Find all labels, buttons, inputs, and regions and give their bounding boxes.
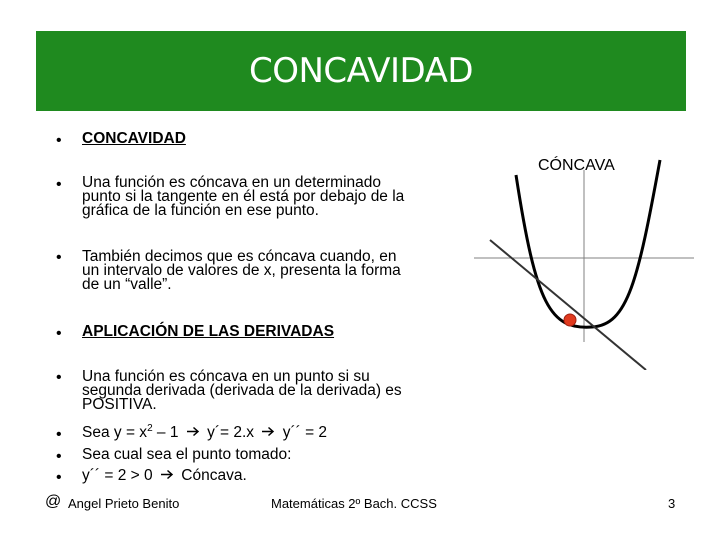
bullet-marker: •: [56, 176, 62, 193]
equation-part: – 1: [152, 424, 179, 441]
exponent: 2: [147, 422, 153, 434]
text-line: punto si la tangente en él está por debajo de la: [82, 188, 405, 205]
equation-line: [82, 422, 328, 441]
text-line: de un “valle”.: [82, 276, 172, 293]
first-derivative: y´= 2.x: [207, 424, 255, 441]
text-any-point: Sea cual sea el punto tomado:: [82, 446, 292, 463]
paragraph-definition: [82, 176, 404, 218]
arrow-right-icon: [160, 469, 174, 483]
text-line: segunda derivada (derivada de la derivada) es: [82, 382, 402, 399]
figure-label: CÓNCAVA: [538, 157, 615, 174]
concavity-figure: [470, 140, 700, 370]
arrow-right-icon: [261, 426, 275, 440]
bullet-marker: •: [56, 469, 62, 486]
text-line: Una función es cóncava en un punto si su: [82, 368, 370, 385]
paragraph-valle: [82, 250, 401, 292]
text-line: Una función es cóncava en un determinado: [82, 174, 382, 191]
bullet-marker: •: [56, 132, 62, 149]
slide-title: CONCAVIDAD: [248, 51, 474, 91]
paragraph-second-derivative: [82, 370, 402, 412]
equation-part: Sea y = x: [82, 424, 148, 441]
bullet-marker: •: [56, 369, 62, 386]
tangent-point: [564, 314, 576, 326]
bullet-marker: •: [56, 325, 62, 342]
text-line: POSITIVA.: [82, 396, 157, 413]
footer-author: Angel Prieto Benito: [68, 496, 180, 511]
heading-aplicacion: APLICACIÓN DE LAS DERIVADAS: [82, 323, 335, 340]
parabola-curve: [516, 160, 660, 327]
heading-concavidad: CONCAVIDAD: [82, 130, 186, 147]
page-number: 3: [668, 496, 676, 511]
second-derivative: y´´ = 2: [282, 424, 328, 441]
text-line: un intervalo de valores de x, presenta la forma: [82, 262, 401, 279]
text-line: También decimos que es cóncava cuando, en: [82, 248, 397, 265]
bullet-marker: •: [56, 448, 62, 465]
footer-course: Matemáticas 2º Bach. CCSS: [271, 496, 437, 511]
at-symbol: @: [45, 493, 62, 510]
bullet-marker: •: [56, 249, 62, 266]
title-bar: [36, 31, 686, 111]
conclusion-word: Cóncava.: [181, 467, 247, 484]
conclusion-expression: y´´ = 2 > 0: [82, 467, 153, 484]
bullet-marker: •: [56, 426, 62, 443]
text-line: gráfica de la función en ese punto.: [82, 202, 319, 219]
arrow-right-icon: [186, 426, 200, 440]
conclusion-line: [82, 469, 247, 483]
